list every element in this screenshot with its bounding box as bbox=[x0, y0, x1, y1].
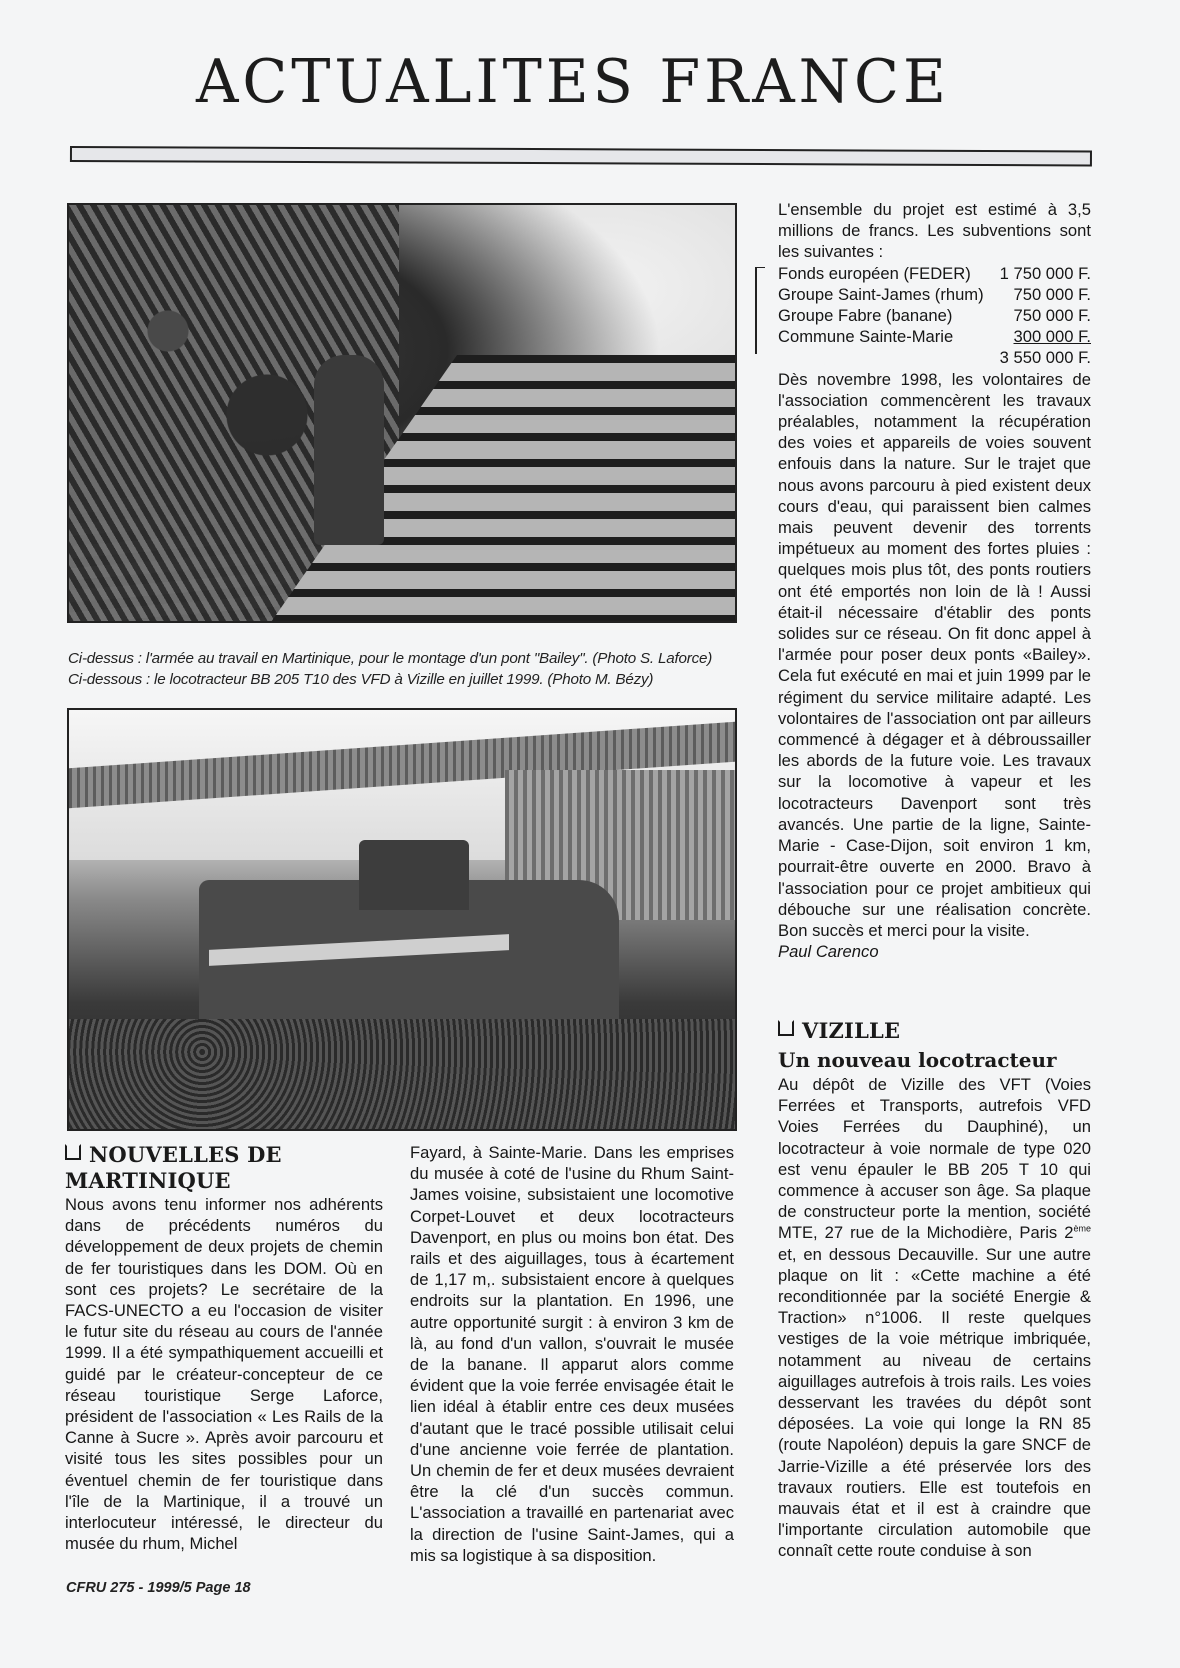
subvention-source: Groupe Fabre (banane) bbox=[778, 306, 953, 326]
subvention-source: Groupe Saint-James (rhum) bbox=[778, 284, 984, 304]
funding-intro: L'ensemble du projet est estimé à 3,5 millions de francs. Les subventions sont les suivantes : bbox=[778, 200, 1091, 262]
vizille-subheading: Un nouveau locotracteur bbox=[778, 1048, 1057, 1072]
bridge-construction-photo bbox=[67, 203, 737, 623]
table-row bbox=[778, 326, 1091, 347]
ballast-ground-shape bbox=[69, 1019, 735, 1129]
caption-above: Ci-dessus : l'armée au travail en Martinique, pour le montage d'un pont "Bailey". (Photo S. Laforce) bbox=[68, 650, 713, 667]
subvention-amount: 750 000 F. bbox=[1013, 284, 1091, 304]
subvention-amount: 300 000 F. bbox=[1013, 327, 1091, 347]
martinique-heading: NOUVELLES DE MARTINIQUE bbox=[65, 1142, 282, 1193]
article-body-col3: Dès novembre 1998, les volontaires de l'association commencèrent les travaux préalables, notamment la récupération des voies et appareils de voies souvent enfouis dans la nature. Sur le trajet que nous avons parcouru à pied existent deux cours d'eau, qui paraissent bien calmes mais peuvent devenir des torrents impétueux au moment des fortes pluies : quelques mois plus tôt, des ponts routiers ont été emportés non loin de là ! Aussi était-il nécessaire d'établir des ponts solides sur ce réseau. On fit donc appel à l'armée pour poser deux ponts «Bailey». Cela fut exécuté en mai et juin 1999 par le régiment du service militaire adapté. Les volontaires de l'association ont par ailleurs commencé à dégager et à débroussailler les abords de la future voie. Les travaux sur la locomotive à vapeur et les locotracteurs Davenport sont très avancés. Une partie de la ligne, Sainte-Marie - Case-Dijon, soit environ 1 km, pourrait-être ouverte en 2000. Bravo à l'association pour ce projet ambitieux qui débouche sur une réalisation concrète. Bon succès et merci pour la visite. bbox=[778, 369, 1091, 940]
subvention-source: Fonds européen (FEDER) bbox=[778, 263, 971, 283]
martinique-article-col2 bbox=[410, 1142, 734, 1566]
subventions-total: 3 550 000 F. bbox=[999, 348, 1091, 368]
table-row bbox=[778, 284, 1091, 305]
subvention-source: Commune Sainte-Marie bbox=[778, 327, 954, 347]
vizille-article bbox=[778, 1018, 1091, 1562]
caption-below: Ci-dessous : le locotracteur BB 205 T10 des VFD à Vizille en juillet 1999. (Photo M. Bézy) bbox=[68, 671, 654, 688]
title-rule-divider bbox=[70, 146, 1092, 166]
subventions-table bbox=[778, 263, 1091, 369]
subvention-amount: 1 750 000 F. bbox=[999, 263, 1091, 283]
margin-bracket-mark bbox=[755, 267, 765, 354]
subvention-amount: 750 000 F. bbox=[1013, 306, 1091, 326]
checkbox-bullet-icon bbox=[65, 1144, 81, 1160]
page-title: ACTUALITES FRANCE bbox=[196, 47, 950, 117]
table-row-total bbox=[778, 347, 1091, 368]
checkbox-bullet-icon bbox=[778, 1020, 794, 1036]
martinique-article-col1 bbox=[65, 1142, 383, 1554]
page-footer: CFRU 275 - 1999/5 Page 18 bbox=[66, 1580, 251, 1596]
locomotive-cab-shape bbox=[359, 840, 469, 910]
vizille-body: Au dépôt de Vizille des VFT (Voies Ferrées et Transports, autrefois VFD Voies Ferrées du Dauphiné), un locotracteur à voie normale de type 020 est venu épauler le BB 205 T 10 qui commence à accuser son âge. Sa plaque de constructeur porte la mention, société MTE, 27 rue de la Michodière, Paris 2ème et, en dessous Decauville. Sur une autre plaque on lit : «Cette machine a été reconditionnée par la société Energie & Traction» n°1006. Il reste quelques vestiges de la voie métrique imbriquée, notamment au niveau de certains aiguillages autrefois à trois rails. Les voies desservant les travées du dépôt sont déposées. La voie qui longe la RN 85 (route Napoléon) depuis la gare SNCF de Jarrie-Vizille a été préservée lors des travaux routiers. Elle est toutefois en mauvais état et il est à craindre que l'importante circulation automobile que connaît cette route conduise à son bbox=[778, 1075, 1091, 1561]
article-author: Paul Carenco bbox=[778, 942, 879, 962]
article-body-col1: Nous avons tenu informer nos adhérents dans de précédents numéros du développement de deux projets de chemin de fer touristiques dans les DOM. Où en sont ces projets? Le secrétaire de la FACS-UNECTO a eu l'occasion de visiter le futur site du réseau au cours de l'année 1999. Il a été sympathiquement accueilli et guidé par le créateur-concepteur de ce réseau touristique Serge Laforce, président de l'association « Les Rails de la Canne à Sucre ». Après avoir parcouru et visité tous les sites possibles pour un éventuel chemin de fer touristique dans l'île de la Martinique, il a trouvé un interlocuteur intéressé, le directeur du musée du rhum, Michel bbox=[65, 1195, 383, 1554]
vizille-heading: VIZILLE bbox=[778, 1018, 1091, 1044]
soldier-figure-shape bbox=[314, 355, 384, 545]
martinique-article-col3 bbox=[778, 199, 1091, 962]
table-row bbox=[778, 305, 1091, 326]
table-row bbox=[778, 263, 1091, 284]
locotracteur-photo bbox=[67, 708, 737, 1131]
article-body-col2: Fayard, à Sainte-Marie. Dans les emprises du musée à coté de l'usine du Rhum Saint-James voisine, subsistaient une locomotive Corpet-Louvet et deux locotracteurs Davenport, en plus ou moins bon état. Des rails et des aiguillages, tous à écartement de 1,17 m,. subsistaient encore à quelques endroits sur la plantation. En 1996, une autre opportunité surgit : à environ 3 km de là, au fond d'un vallon, s'ouvrait le musée de la banane. Il apparut alors comme évident que la voie ferrée envisagée était le lien idéal à établir entre ces deux musées d'autant que le tracé possible utilisait celui d'une ancienne voie ferrée de plantation. Un chemin de fer et deux musées devraient être la clé d'un succès commun. L'association a travaillé en partenariat avec la direction de l'usine Saint-James, qui a mis sa logistique à sa disposition. bbox=[410, 1143, 734, 1565]
photo-captions bbox=[68, 648, 748, 690]
